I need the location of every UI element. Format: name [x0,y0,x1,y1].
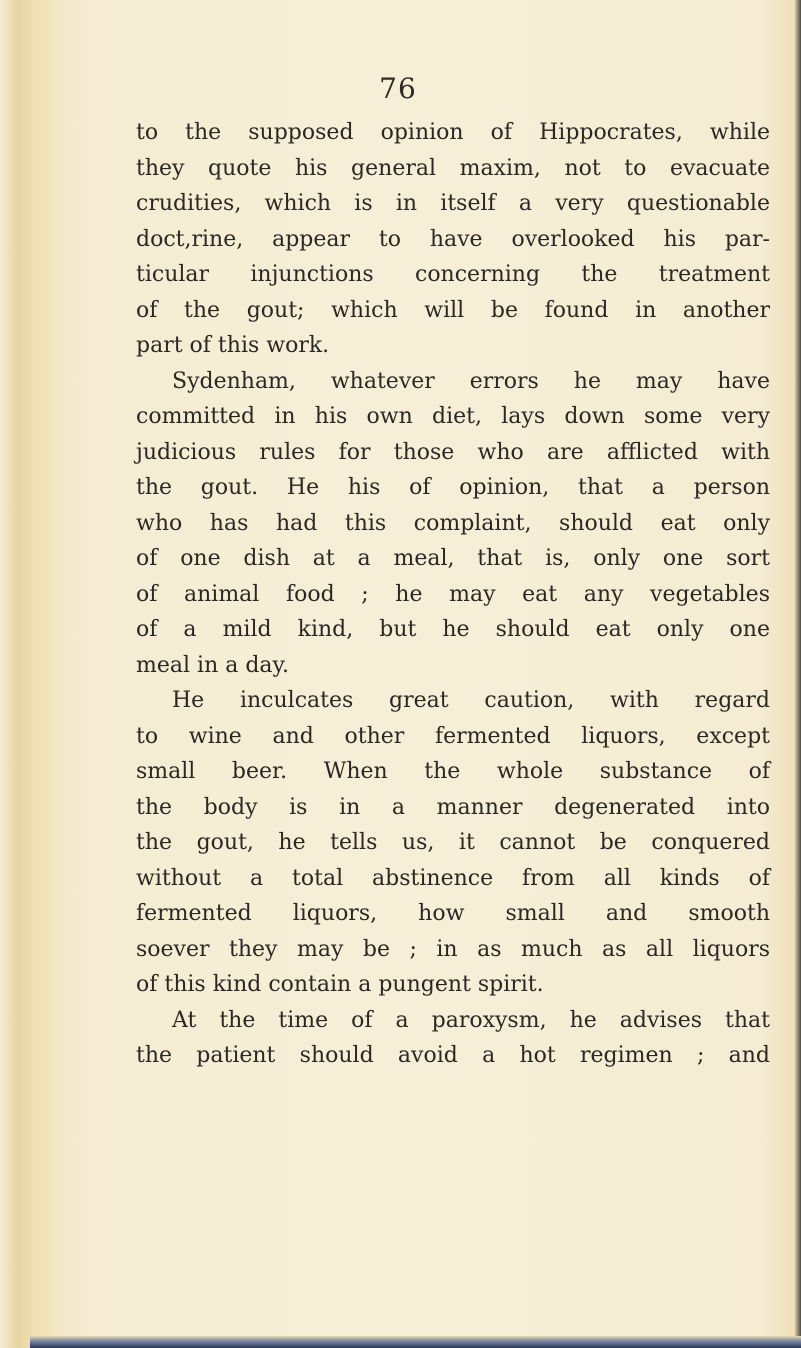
page-right-edge [795,0,801,1348]
text-line: they quote his general maxim, not to evacuate [136,155,770,181]
text-line: of the gout; which will be found in another [136,297,770,323]
text-line: of one dish at a meal, that is, only one sort [136,546,770,571]
body-text [136,115,770,1074]
text-line: without a total abstinence from all kinds of [136,865,770,891]
text-line: meal in a day. [136,652,290,678]
text-line: the body is in a manner degenerated into [136,794,770,820]
text-line: the gout. He his of opinion, that a person [136,475,770,500]
text-line: part of this work. [136,333,330,358]
page-gutter [0,0,55,1348]
page-bottom-edge [30,1336,801,1348]
text-line: of this kind contain a pungent spirit. [136,972,544,997]
text-line: judicious rules for those who are afflicted with [136,439,770,465]
text-line: the gout, he tells us, it cannot be conquered [136,830,770,855]
text-line: crudities, which is in itself a very questionable [136,191,770,216]
text-line: committed in his own diet, lays down some very [136,404,770,429]
text-line: At the time of a paroxysm, he advises that [172,1007,770,1033]
text-line: who has had this complaint, should eat only [136,510,770,536]
text-line: Sydenham, whatever errors he may have [172,368,770,394]
text-line: small beer. When the whole substance of [136,759,770,784]
text-line: ticular injunctions concerning the treatment [136,262,770,287]
text-line: to the supposed opinion of Hippocrates, while [136,120,770,145]
text-line: soever they may be ; in as much as all liquors [136,936,770,962]
text-line: fermented liquors, how small and smooth [136,901,770,926]
text-line: doct,rine, appear to have overlooked his par- [136,226,770,252]
text-line: of a mild kind, but he should eat only one [136,617,770,642]
text-line: He inculcates great caution, with regard [172,688,770,713]
text-line: to wine and other fermented liquors, except [136,723,770,749]
text-line: the patient should avoid a hot regimen ; and [136,1043,770,1068]
text-line: of animal food ; he may eat any vegetables [136,581,770,607]
page-number: 76 [379,72,417,105]
